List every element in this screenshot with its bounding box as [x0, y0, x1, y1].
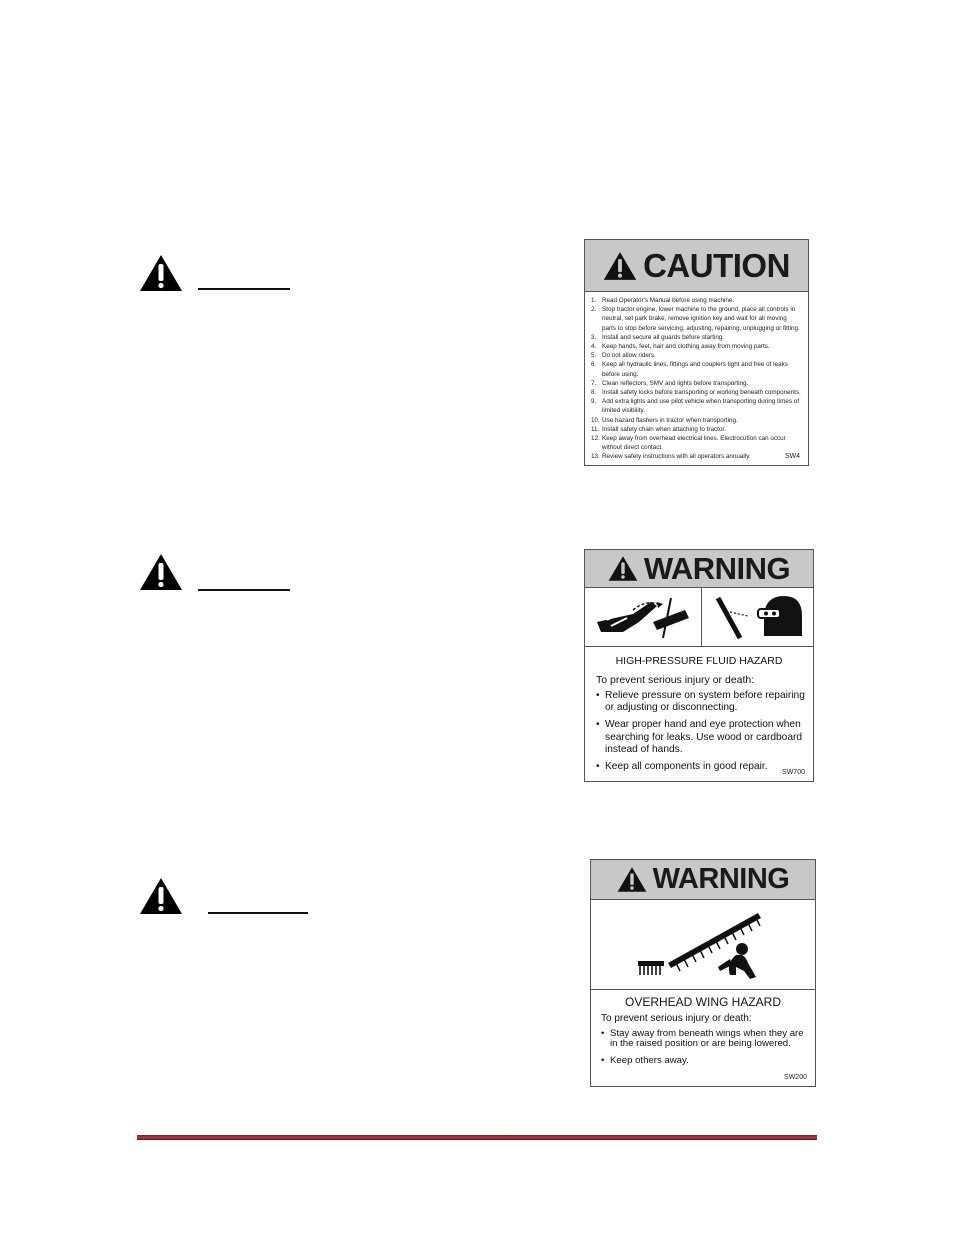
warning-triangle-icon: [139, 553, 183, 591]
hazard-bullet: [596, 719, 805, 756]
caution-item-text: Install safety chain when attaching to tractor.: [602, 425, 726, 433]
caution-item-text: Keep away from overhead electrical lines. Electrocution can occur without direct contact.: [602, 435, 786, 452]
hazard-bullet: [601, 1029, 807, 1050]
caution-item-text: Add extra lights and use pilot vehicle when transporting during times of limited visibility.: [602, 398, 800, 415]
decal-code: SW4: [784, 453, 800, 460]
caution-item-number: 2.: [591, 306, 597, 314]
hazard-subtitle: To prevent serious injury or death:: [601, 1013, 752, 1024]
hazard-bullet-text: Relieve pressure on system before repairing or adjusting or disconnecting.: [605, 690, 805, 714]
hazard-bullet-list: [585, 690, 813, 773]
caution-item: [591, 305, 802, 333]
hazard-bullet-list: [591, 1029, 815, 1066]
hazard-bullet-text: Stay away from beneath wings when they are in the raised position or are being lowered.: [610, 1028, 804, 1050]
hazard-title: HIGH-PRESSURE FLUID HAZARD: [615, 655, 783, 667]
section-underline: [208, 912, 308, 914]
section-underline: [198, 288, 290, 290]
caution-item-number: 12.: [591, 435, 600, 443]
caution-item: [591, 388, 802, 397]
caution-item-text: Do not allow riders.: [602, 352, 656, 360]
hazard-bullet-text: Wear proper hand and eye protection when searching for leaks. Use wood or cardboard instead of hands.: [605, 719, 803, 755]
caution-item-number: 8.: [591, 389, 597, 397]
hazard-bullet-text: Keep others away.: [610, 1054, 689, 1066]
decal-code: SW700: [782, 769, 805, 776]
hazard-bullet: [601, 1056, 807, 1066]
warning-triangle-icon: [603, 251, 637, 281]
caution-item-text: Keep hands, feet, hair and clothing away from moving parts.: [602, 343, 770, 351]
caution-item-number: 6.: [591, 361, 597, 369]
caution-item-text: Use hazard flashers in tractor when transporting.: [602, 416, 738, 424]
footer-rule: [137, 1135, 817, 1140]
caution-decal: [584, 239, 809, 466]
caution-item-text: Install and secure all guards before starting.: [602, 333, 725, 341]
caution-item: [591, 397, 802, 415]
caution-item-number: 11.: [591, 425, 600, 433]
hazard-title: OVERHEAD WING HAZARD: [624, 995, 781, 1009]
warning-triangle-icon: [608, 555, 638, 582]
decal-code: SW200: [784, 1074, 807, 1081]
hazard-bullet: [596, 761, 805, 773]
caution-item-number: 1.: [591, 297, 597, 304]
caution-item: [591, 434, 802, 452]
bullet-glyph: •: [596, 761, 600, 773]
decal-header: [585, 240, 808, 292]
caution-item: [591, 425, 802, 434]
caution-item-number: 9.: [591, 398, 597, 406]
caution-item: [591, 416, 802, 425]
caution-item-text: Keep all hydraulic lines, fittings and couplers tight and free of leaks before using.: [602, 361, 788, 378]
decal-header: [591, 860, 815, 900]
section-underline: [198, 589, 290, 591]
caution-item: [591, 379, 802, 388]
warning-triangle-icon: [139, 877, 183, 915]
caution-item: [591, 351, 802, 360]
caution-instruction-list: [585, 292, 808, 462]
caution-item-text: Stop tractor engine, lower machine to the ground, place all controls in neutral, set park brake, remove ignition key and wait for all moving parts to stop before servicing, adjusting, repairing, unplugging or fitting.: [602, 306, 800, 332]
caution-item-number: 10.: [591, 416, 600, 424]
hazard-bullet-text: Keep all components in good repair.: [605, 761, 768, 773]
hazard-bullet: [596, 690, 805, 714]
caution-item: [591, 342, 802, 351]
warning-triangle-icon: [617, 866, 647, 893]
decal-header-text: WARNING: [643, 550, 791, 586]
caution-item-text: Clean reflectors, SMV and lights before transporting.: [602, 379, 749, 387]
bullet-glyph: •: [596, 690, 600, 701]
caution-item-number: 7.: [591, 379, 597, 387]
decal-header-text: WARNING: [652, 863, 790, 895]
caution-item-number: 5.: [591, 352, 597, 360]
caution-item: [591, 452, 802, 461]
caution-item-number: 4.: [591, 343, 597, 351]
bullet-glyph: •: [601, 1028, 605, 1039]
caution-item: [591, 333, 802, 342]
caution-item-text: Review safety instructions with all operators annually.: [602, 453, 751, 461]
caution-item-number: 3.: [591, 333, 597, 341]
overhead-wing-pictogram: [591, 900, 815, 990]
caution-item-number: 13.: [591, 453, 600, 461]
warning-decal-wing: [590, 859, 816, 1087]
warning-decal-fluid: [584, 549, 814, 782]
eye-protection-pictogram: [702, 588, 813, 646]
decal-header: [585, 550, 813, 588]
pictogram-row: [585, 588, 813, 647]
bullet-glyph: •: [601, 1054, 605, 1066]
warning-triangle-icon: [139, 254, 183, 292]
caution-item-text: Install safety locks before transporting or working beneath components.: [602, 389, 801, 397]
caution-item: [591, 360, 802, 378]
hazard-subtitle: To prevent serious injury or death:: [596, 674, 755, 686]
caution-item-text: Read Operator's Manual before using machine.: [602, 297, 735, 304]
caution-item: [591, 296, 802, 305]
bullet-glyph: •: [596, 719, 600, 731]
decal-header-text: CAUTION: [643, 246, 790, 284]
fluid-injection-pictogram: [585, 588, 702, 646]
